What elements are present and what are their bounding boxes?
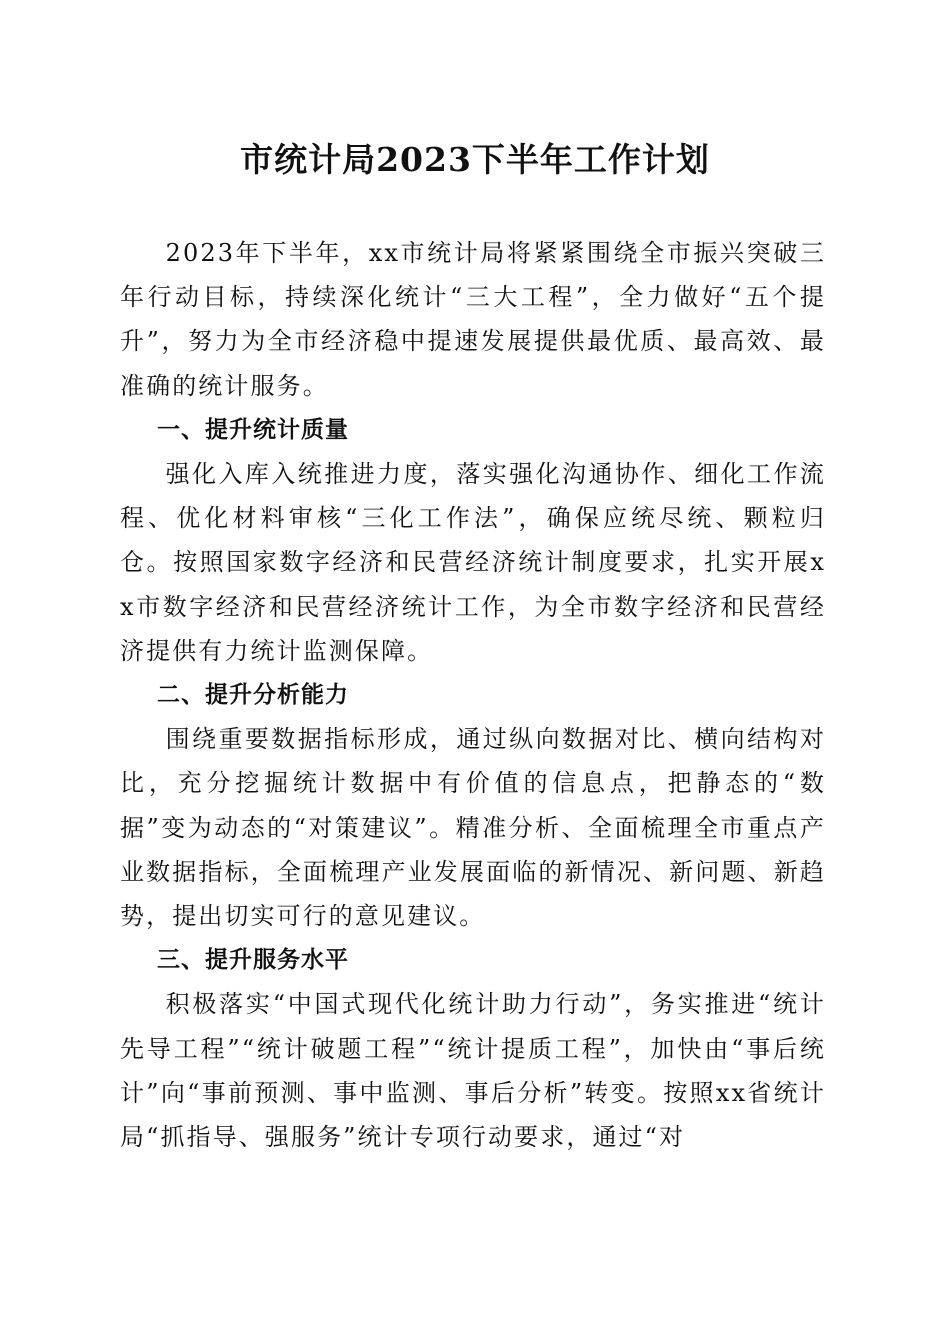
section-heading-service: 三、提升服务水平	[157, 947, 349, 974]
section-body-analysis: 围绕重要数据指标形成，通过纵向数据对比、横向结构对比，充分挖掘统计数据中有价值的信息点，把静态的“数据”变为动态的“对策建议”。精准分析、全面梳理全市重点产业数据指标，全面梳理产业发展面临的新情况、新问题、新趋势，提出切实可行的意见建议。	[120, 725, 826, 931]
document-body	[120, 231, 826, 1159]
section-body-service: 积极落实“中国式现代化统计助力行动”，务实推进“统计先导工程”“统计破题工程”“统计提质工程”，加快由“事后统计”向“事前预测、事中监测、事后分析”转变。按照xx省统计局“抓指导、强服务”统计专项行动要求，通过“对	[120, 990, 826, 1152]
document-title: 市统计局2023下半年工作计划	[240, 140, 710, 179]
intro-paragraph: 2023年下半年，xx市统计局将紧紧围绕全市振兴突破三年行动目标，持续深化统计“三大工程”，全力做好“五个提升”，努力为全市经济稳中提速发展提供最优质、最高效、最准确的统计服务。	[120, 239, 826, 400]
section-heading-analysis: 二、提升分析能力	[157, 682, 349, 709]
section-body-quality: 强化入库入统推进力度，落实强化沟通协作、细化工作流程、优化材料审核“三化工作法”，确保应统尽统、颗粒归仓。按照国家数字经济和民营经济统计制度要求，扎实开展xx市数字经济和民营经济统计工作，为全市数字经济和民营经济提供有力统计监测保障。	[120, 460, 826, 665]
section-heading-quality: 一、提升统计质量	[157, 416, 349, 443]
